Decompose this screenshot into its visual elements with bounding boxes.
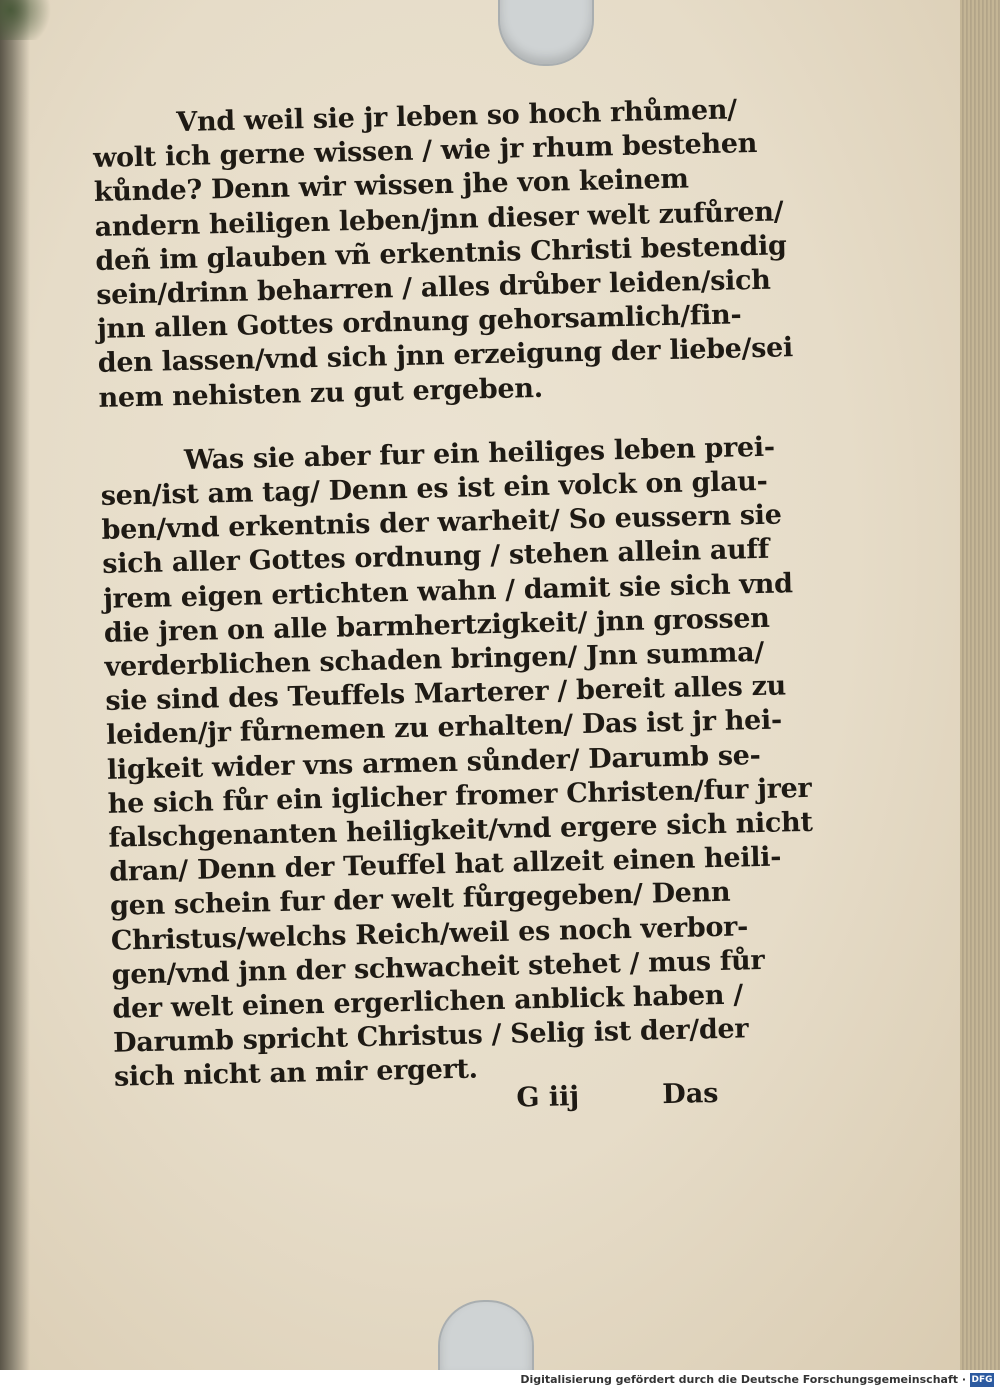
text-line: andern heiligen leben/jnn dieser welt zufůren/ [94,195,784,243]
text-line: Christus/welchs Reich/weil es noch verbor- [110,911,749,957]
text-line: ben/vnd erkentnis der warheit/ So eussern sie [101,499,782,547]
paragraph-1 [92,93,794,415]
book-fore-edge [960,0,1000,1370]
text-line: gen/vnd jnn der schwacheit stehet / mus fůr [111,944,765,991]
paragraph-2 [100,431,813,1095]
text-line: leiden/jr fůrnemen zu erhalten/ Das ist jr hei- [105,704,783,752]
catchword: Das [661,1077,719,1111]
text-line: sich aller Gottes ordnung / stehen allein auff [102,534,770,581]
text-line: sen/ist am tag/ Denn es ist ein volck on glau- [100,465,768,512]
body-text [92,93,813,1095]
text-line: he sich fůr ein iglicher fromer Christen/fur jrer [107,772,812,820]
credit-bar [0,1370,1000,1391]
signature-mark: G iij [516,1081,580,1114]
text-line: deñ im glauben vñ erkentnis Christi bestendig [95,230,787,277]
text-line: sein/drinn beharren / alles drůber leiden/sich [95,264,771,311]
text-line: verderblichen schaden bringen/ Jnn summa/ [104,636,765,683]
text-line: nem nehisten zu gut ergeben. [98,372,544,414]
text-line: sich nicht an mir ergert. [113,1053,479,1094]
dfg-logo: DFG [971,1375,993,1385]
text-line: gen schein fur der welt fůrgegeben/ Denn [109,877,731,923]
text-line: Darumb spricht Christus / Selig ist der/der [112,1013,749,1060]
text-line: kůnde? Denn wir wissen jhe von keinem [93,163,689,209]
page-gutter-shadow [0,0,30,1370]
text-line: jrem eigen ertichten wahn / damit sie sich vnd [102,567,793,615]
page-corner-stain [0,0,60,40]
text-line: dran/ Denn der Teuffel hat allzeit einen heili- [108,841,782,889]
text-line: wolt ich gerne wissen / wie jr rhum bestehen [92,128,758,175]
text-line: Was sie aber fur ein heiliges leben prei- [183,431,776,476]
text-line: den lassen/vnd sich jnn erzeigung der liebe/sei [97,332,794,380]
text-line: die jren on alle barmhertzigkeit/ jnn grossen [103,602,770,649]
text-line: Vnd weil sie jr leben so hoch rhůmen/ [176,94,738,139]
text-line: jnn allen Gottes ordnung gehorsamlich/fin- [96,299,742,346]
text-line: ligkeit wider vns armen sůnder/ Darumb se- [106,739,761,786]
text-line: falschgenanten heiligkeit/vnd ergere sich nicht [108,806,813,854]
text-line: der welt einen ergerlichen anblick haben / [112,979,744,1025]
text-line: sie sind des Teuffels Marterer / bereit alles zu [105,670,787,718]
funding-credit: Digitalisierung gefördert durch die Deutsche Forschungsgemeinschaft · [520,1373,966,1386]
